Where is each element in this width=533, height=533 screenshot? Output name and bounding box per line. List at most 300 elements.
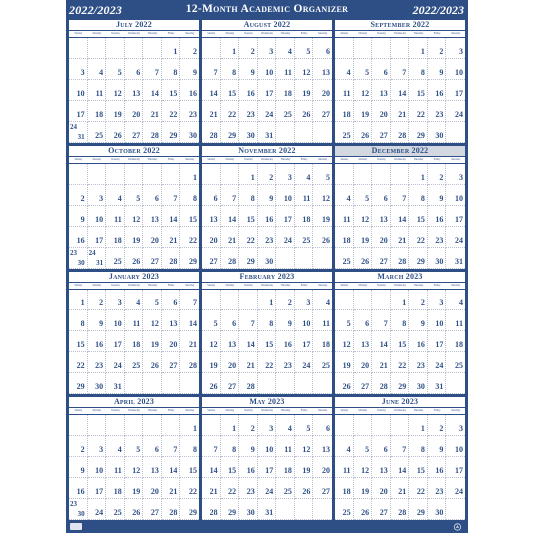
day-cell: [221, 227, 240, 248]
weekday-label: Saturday: [318, 157, 328, 161]
day-cell: [335, 331, 354, 352]
day-number: 6: [325, 46, 330, 56]
day-cell: [354, 227, 373, 248]
day-cell: [239, 310, 258, 331]
day-cell: [258, 436, 277, 457]
day-cell: [295, 248, 314, 269]
day-number: 7: [213, 445, 218, 455]
day-cell: [428, 80, 447, 101]
day-cell: [276, 185, 295, 206]
day-cell: [313, 248, 332, 269]
day-cell: [88, 373, 107, 394]
day-number: 25: [321, 361, 330, 371]
day-cell: [428, 310, 447, 331]
day-number: 7: [383, 319, 388, 329]
day-number: 3: [117, 298, 122, 308]
day-cell: [143, 248, 162, 269]
month-panel: [335, 272, 465, 395]
day-cell: [391, 331, 410, 352]
day-number: 28: [246, 382, 255, 392]
day-cell: [221, 122, 240, 143]
day-number: 26: [321, 235, 330, 245]
day-number: 18: [342, 235, 351, 245]
weekday-label: Wednesday: [394, 283, 406, 287]
day-number: 1: [192, 424, 197, 434]
day-cell: [125, 436, 144, 457]
day-number: 25: [283, 487, 292, 497]
day-number: 19: [361, 487, 370, 497]
day-number: 14: [398, 214, 407, 224]
day-cell: [428, 227, 447, 248]
day-cell: [354, 478, 373, 499]
day-grid: [69, 38, 199, 143]
day-number: 26: [150, 361, 159, 371]
day-number: 2: [80, 193, 85, 203]
day-cell: [409, 478, 428, 499]
day-cell: [162, 457, 181, 478]
day-number: 13: [379, 466, 388, 476]
day-number: 6: [213, 193, 218, 203]
day-number: 21: [169, 235, 178, 245]
day-cell: [276, 101, 295, 122]
day-cell: [239, 38, 258, 59]
day-cell: [258, 290, 277, 311]
day-number: 26: [361, 256, 370, 266]
day-cell: [162, 80, 181, 101]
day-cell: [446, 415, 465, 436]
day-number: 4: [287, 46, 292, 56]
day-cell: [446, 101, 465, 122]
weekday-label: Wednesday: [261, 157, 273, 161]
weekday-label: Monday: [225, 283, 235, 287]
wall-calendar: [66, 0, 468, 533]
day-number: 4: [346, 193, 351, 203]
day-number: 22: [76, 361, 85, 371]
day-number: 17: [454, 466, 463, 476]
day-cell: [335, 310, 354, 331]
weekday-label: Tuesday: [111, 32, 120, 35]
day-number: 13: [321, 445, 330, 455]
day-cell: [221, 248, 240, 269]
day-cell: [180, 499, 199, 520]
weekday-label: Wednesday: [128, 157, 140, 161]
weekday-label: Sunday: [207, 32, 216, 35]
day-cell: [125, 38, 144, 59]
day-number: 1: [402, 298, 407, 308]
day-number: 30: [246, 130, 255, 140]
weekday-label: Thursday: [147, 409, 158, 413]
day-number: 12: [361, 88, 370, 98]
day-cell: [202, 227, 221, 248]
day-number: 30: [95, 382, 104, 392]
day-cell: [354, 310, 373, 331]
day-number: 23: [435, 235, 444, 245]
day-cell: [162, 59, 181, 80]
day-number: 1: [250, 172, 255, 182]
day-cell: [239, 499, 258, 520]
day-grid: [335, 38, 465, 143]
day-cell: [428, 373, 447, 394]
day-number: 2: [439, 172, 444, 182]
day-cell: [372, 499, 391, 520]
day-cell: [69, 478, 88, 499]
day-number: 18: [283, 88, 292, 98]
day-number: 21: [188, 340, 197, 350]
day-number: 30: [77, 258, 85, 267]
day-number: 27: [379, 508, 388, 517]
day-cell: [88, 185, 107, 206]
day-cell: [143, 59, 162, 80]
day-cell: [313, 457, 332, 478]
day-cell: [69, 457, 88, 478]
weekday-label: Wednesday: [261, 283, 273, 287]
day-number: 13: [321, 67, 330, 77]
day-cell: [409, 499, 428, 520]
calendar-footer: [66, 521, 468, 533]
day-cell: [372, 457, 391, 478]
day-number: 30: [77, 510, 85, 518]
day-cell: [162, 436, 181, 457]
day-number: 18: [132, 340, 141, 350]
day-number: 19: [361, 109, 370, 119]
day-number: 27: [379, 256, 388, 266]
weekday-label: Saturday: [318, 283, 328, 287]
weekday-label: Thursday: [147, 157, 158, 161]
day-cell: [162, 373, 181, 394]
day-cell: [202, 185, 221, 206]
day-number: 16: [416, 340, 425, 350]
day-number: 15: [169, 88, 178, 98]
day-cell: [446, 478, 465, 499]
day-cell: [409, 59, 428, 80]
day-cell: [125, 185, 144, 206]
day-number: 29: [398, 382, 407, 392]
day-number: 11: [455, 319, 463, 329]
day-cell: [202, 457, 221, 478]
day-cell: [202, 436, 221, 457]
day-number: 17: [265, 466, 274, 476]
weekday-label: Saturday: [451, 157, 461, 161]
day-cell: [276, 59, 295, 80]
day-number: 31: [77, 132, 85, 141]
day-cell: [391, 373, 410, 394]
day-number: 6: [232, 319, 237, 329]
day-number: 21: [228, 235, 237, 245]
day-number: 25: [454, 361, 463, 371]
day-number: 31: [265, 130, 274, 140]
day-cell: [202, 331, 221, 352]
day-number: 7: [402, 445, 407, 455]
day-number: 10: [95, 466, 104, 476]
day-cell: [125, 80, 144, 101]
day-number: 7: [192, 298, 197, 308]
day-cell: [335, 164, 354, 185]
day-cell: [143, 38, 162, 59]
day-number: 9: [269, 193, 274, 203]
day-cell: [258, 38, 277, 59]
day-number: 5: [325, 172, 330, 182]
day-number: 11: [343, 88, 351, 98]
day-number: 20: [150, 487, 159, 497]
day-number: 6: [383, 445, 388, 455]
day-number: 6: [325, 424, 330, 434]
day-cell: [88, 59, 107, 80]
day-cell: [125, 122, 144, 143]
day-number: 6: [383, 67, 388, 77]
day-number: 11: [302, 193, 311, 203]
weekday-label: Friday: [300, 409, 308, 413]
weekday-label: Friday: [433, 32, 441, 35]
day-cell: [221, 80, 240, 101]
day-number: 12: [132, 466, 141, 476]
day-cell: [69, 373, 88, 394]
weekday-header-row: [69, 30, 199, 38]
day-cell: [69, 38, 88, 59]
day-cell: [202, 80, 221, 101]
weekday-label: Monday: [358, 32, 368, 35]
day-number: 14: [379, 340, 388, 350]
day-cell: [180, 122, 199, 143]
day-number: 22: [228, 487, 237, 497]
weekday-label: Tuesday: [111, 283, 120, 287]
weekday-header-row: [202, 282, 332, 290]
day-cell: [409, 457, 428, 478]
day-cell: [106, 185, 125, 206]
day-cell: [409, 248, 428, 269]
day-cell: [295, 331, 314, 352]
day-cell: [295, 352, 314, 373]
month-panel: [69, 397, 199, 520]
weekday-label: Wednesday: [128, 283, 140, 287]
day-number: 19: [150, 340, 159, 350]
day-cell: [372, 206, 391, 227]
day-cell: [335, 352, 354, 373]
day-number: 30: [246, 508, 255, 517]
day-number: 18: [302, 214, 311, 224]
month-panel: [69, 146, 199, 269]
day-number: 16: [435, 466, 444, 476]
day-cell: [88, 206, 107, 227]
day-number: 9: [250, 67, 255, 77]
day-cell: [295, 164, 314, 185]
weekday-label: Thursday: [280, 157, 291, 161]
day-cell: [313, 59, 332, 80]
day-cell: [409, 122, 428, 143]
day-cell: [69, 331, 88, 352]
day-cell: [313, 331, 332, 352]
day-cell: [162, 415, 181, 436]
day-cell: [446, 38, 465, 59]
day-cell: [276, 436, 295, 457]
day-cell: [162, 164, 181, 185]
day-number: 27: [321, 109, 330, 119]
month-panel: [69, 272, 199, 395]
month-panel: [202, 20, 332, 143]
day-cell: [354, 59, 373, 80]
day-number: 10: [454, 445, 463, 455]
day-number: 30: [435, 508, 444, 517]
day-number: 17: [435, 340, 444, 350]
day-number: 1: [269, 298, 274, 308]
day-number: 25: [302, 235, 311, 245]
day-number: 5: [365, 445, 370, 455]
day-cell: [354, 436, 373, 457]
weekday-label: Monday: [358, 283, 368, 287]
day-cell: [69, 248, 88, 269]
day-cell: [313, 185, 332, 206]
weekday-label: Monday: [225, 409, 235, 413]
day-number: 22: [416, 109, 425, 119]
day-number: 16: [435, 88, 444, 98]
day-cell: [295, 290, 314, 311]
day-number: 1: [232, 46, 237, 56]
day-number: 19: [302, 466, 311, 476]
day-number: 9: [99, 319, 104, 329]
day-number: 22: [265, 361, 274, 371]
day-cell: [335, 478, 354, 499]
day-cell: [372, 101, 391, 122]
day-cell: [335, 415, 354, 436]
day-cell: [313, 310, 332, 331]
day-cell: [221, 457, 240, 478]
day-number: 17: [283, 214, 292, 224]
day-number: 22: [228, 109, 237, 119]
day-number: 31: [435, 382, 444, 392]
day-number: 15: [228, 88, 237, 98]
day-cell: [313, 352, 332, 373]
day-cell: [106, 248, 125, 269]
day-cell: [354, 290, 373, 311]
day-number: 29: [169, 130, 178, 140]
day-cell: [295, 436, 314, 457]
weekday-label: Monday: [92, 157, 102, 161]
day-number: 29: [416, 508, 425, 517]
day-number: 27: [379, 130, 388, 140]
day-cell: [88, 227, 107, 248]
weekday-label: Wednesday: [128, 409, 140, 413]
day-number: 15: [76, 340, 85, 350]
weekday-label: Monday: [92, 32, 102, 35]
day-cell: [295, 499, 314, 520]
day-cell: [106, 457, 125, 478]
day-number: 23: [435, 109, 444, 119]
day-number: 5: [154, 298, 159, 308]
day-cell: [180, 227, 199, 248]
day-number: 2: [439, 424, 444, 434]
weekday-header-row: [202, 156, 332, 164]
day-number: 29: [76, 382, 85, 392]
day-cell: [143, 436, 162, 457]
weekday-label: Sunday: [74, 409, 83, 413]
day-number: 3: [458, 172, 463, 182]
day-number: 19: [321, 214, 330, 224]
day-grid: [69, 164, 199, 269]
day-cell: [391, 80, 410, 101]
day-cell: [446, 185, 465, 206]
day-cell: [409, 415, 428, 436]
day-number: 20: [321, 88, 330, 98]
day-number: 17: [113, 340, 122, 350]
day-cell: [258, 415, 277, 436]
day-cell: [276, 310, 295, 331]
weekday-label: Tuesday: [377, 283, 386, 287]
day-number: 8: [232, 67, 237, 77]
weekday-label: Thursday: [147, 283, 158, 287]
day-number: 28: [209, 130, 218, 140]
day-number: 23: [95, 361, 104, 371]
day-cell: [202, 310, 221, 331]
day-grid: [335, 415, 465, 520]
day-number: 3: [80, 67, 85, 77]
day-number: 7: [154, 67, 159, 77]
day-number: 3: [306, 298, 311, 308]
day-cell: [88, 457, 107, 478]
day-number: 20: [361, 361, 370, 371]
day-cell: [258, 101, 277, 122]
day-cell: [446, 457, 465, 478]
day-cell: [180, 457, 199, 478]
day-number: 21: [169, 487, 178, 497]
day-number: 31: [113, 382, 122, 392]
weekday-label: Monday: [225, 157, 235, 161]
day-cell: [354, 38, 373, 59]
day-number: 15: [416, 88, 425, 98]
day-cell: [409, 38, 428, 59]
weekday-header-row: [335, 282, 465, 290]
day-cell: [276, 373, 295, 394]
day-cell: [106, 436, 125, 457]
weekday-label: Friday: [433, 157, 441, 161]
day-number: 15: [188, 214, 197, 224]
day-number: 16: [246, 466, 255, 476]
day-cell: [162, 122, 181, 143]
day-number: 9: [287, 319, 292, 329]
day-number: 29: [246, 256, 255, 266]
day-number: 11: [95, 88, 104, 98]
day-cell: [106, 290, 125, 311]
day-cell: [428, 457, 447, 478]
day-number: 20: [321, 466, 330, 476]
day-cell: [446, 59, 465, 80]
day-cell: [202, 499, 221, 520]
day-cell: [125, 164, 144, 185]
day-number: 19: [132, 487, 141, 497]
day-grid: [69, 415, 199, 520]
day-number: 14: [209, 466, 218, 476]
day-cell: [143, 122, 162, 143]
day-cell: [372, 331, 391, 352]
day-cell: [143, 310, 162, 331]
day-cell: [409, 290, 428, 311]
day-cell: [69, 164, 88, 185]
recycle-mark-icon: [453, 523, 462, 531]
day-cell: [295, 101, 314, 122]
day-number: 19: [361, 235, 370, 245]
day-number: 15: [188, 466, 197, 476]
day-cell: [372, 478, 391, 499]
day-cell: [354, 185, 373, 206]
day-number: 26: [361, 508, 370, 517]
day-cell: [354, 80, 373, 101]
day-number: 19: [342, 361, 351, 371]
weekday-header-row: [69, 156, 199, 164]
day-cell: [125, 352, 144, 373]
weekday-label: Friday: [300, 283, 308, 287]
day-number: 29: [416, 130, 425, 140]
day-number: 12: [302, 67, 311, 77]
day-number: 15: [398, 340, 407, 350]
day-cell: [409, 206, 428, 227]
